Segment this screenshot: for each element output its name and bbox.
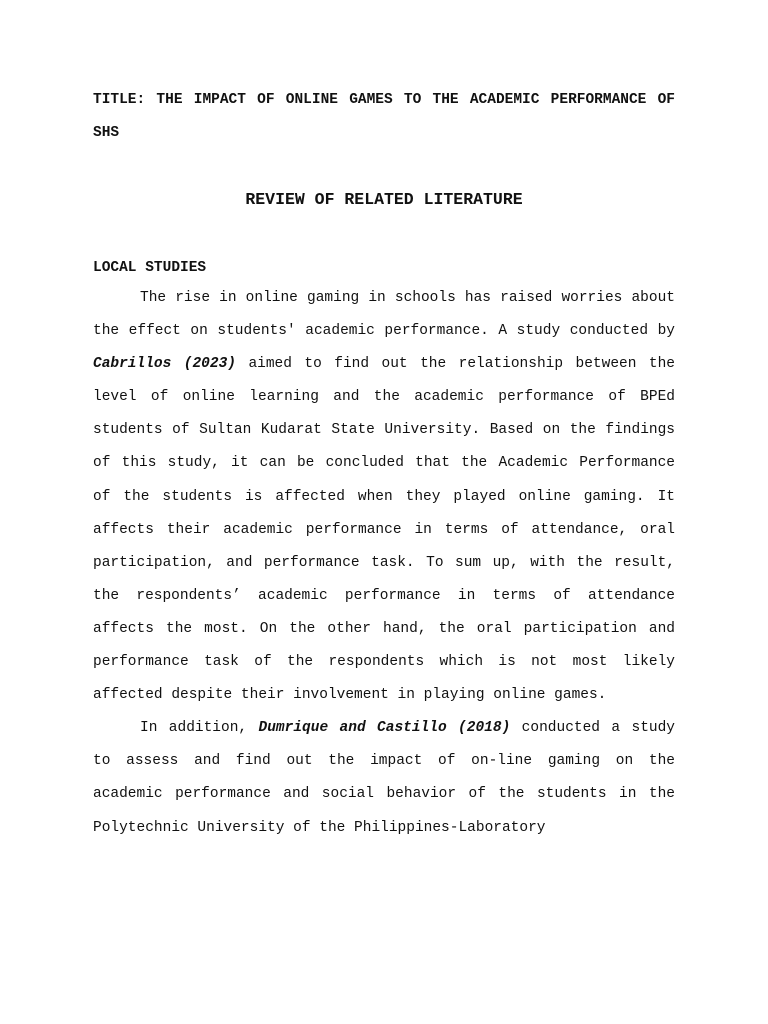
paragraph-local-study-1 [93, 282, 675, 712]
subsection-heading: LOCAL STUDIES [93, 260, 207, 276]
citation: Cabrillos (2023) [93, 356, 236, 373]
citation: Dumrique and Castillo (2018) [258, 720, 511, 737]
section-heading: REVIEW OF RELATED LITERATURE [245, 190, 523, 209]
paragraph-text: The rise in online gaming in schools has raised worries about the effect on students' academic performance. A study conducted by [93, 290, 675, 340]
document-title: TITLE: THE IMPACT OF ONLINE GAMES TO THE ACADEMIC PERFORMANCE OF SHS [93, 92, 675, 141]
document-body [93, 84, 675, 845]
paragraph-text: In addition, [140, 720, 259, 737]
paragraph-text: aimed to find out the relationship between the level of online learning and the academic performance of BPEd students of Sultan Kudarat State University. Based on the findings of this study, it can be concluded that the Academic Performance of the students is affected when they played online gaming. It affects their academic performance in terms of attendance, oral participation, and performance task. To sum up, with the result, the respondents’ academic performance in terms of attendance affects the most. On the other hand, the oral participation and performance task of the respondents which is not most likely affected despite their involvement in playing online games. [93, 356, 675, 704]
paragraph-text: conducted a study to assess and find out the impact of on-line gaming on the academic performance and social behavior of the students in the Polytechnic University of the Philippines-Laboratory [93, 720, 676, 836]
paragraph-local-study-2 [93, 712, 675, 844]
